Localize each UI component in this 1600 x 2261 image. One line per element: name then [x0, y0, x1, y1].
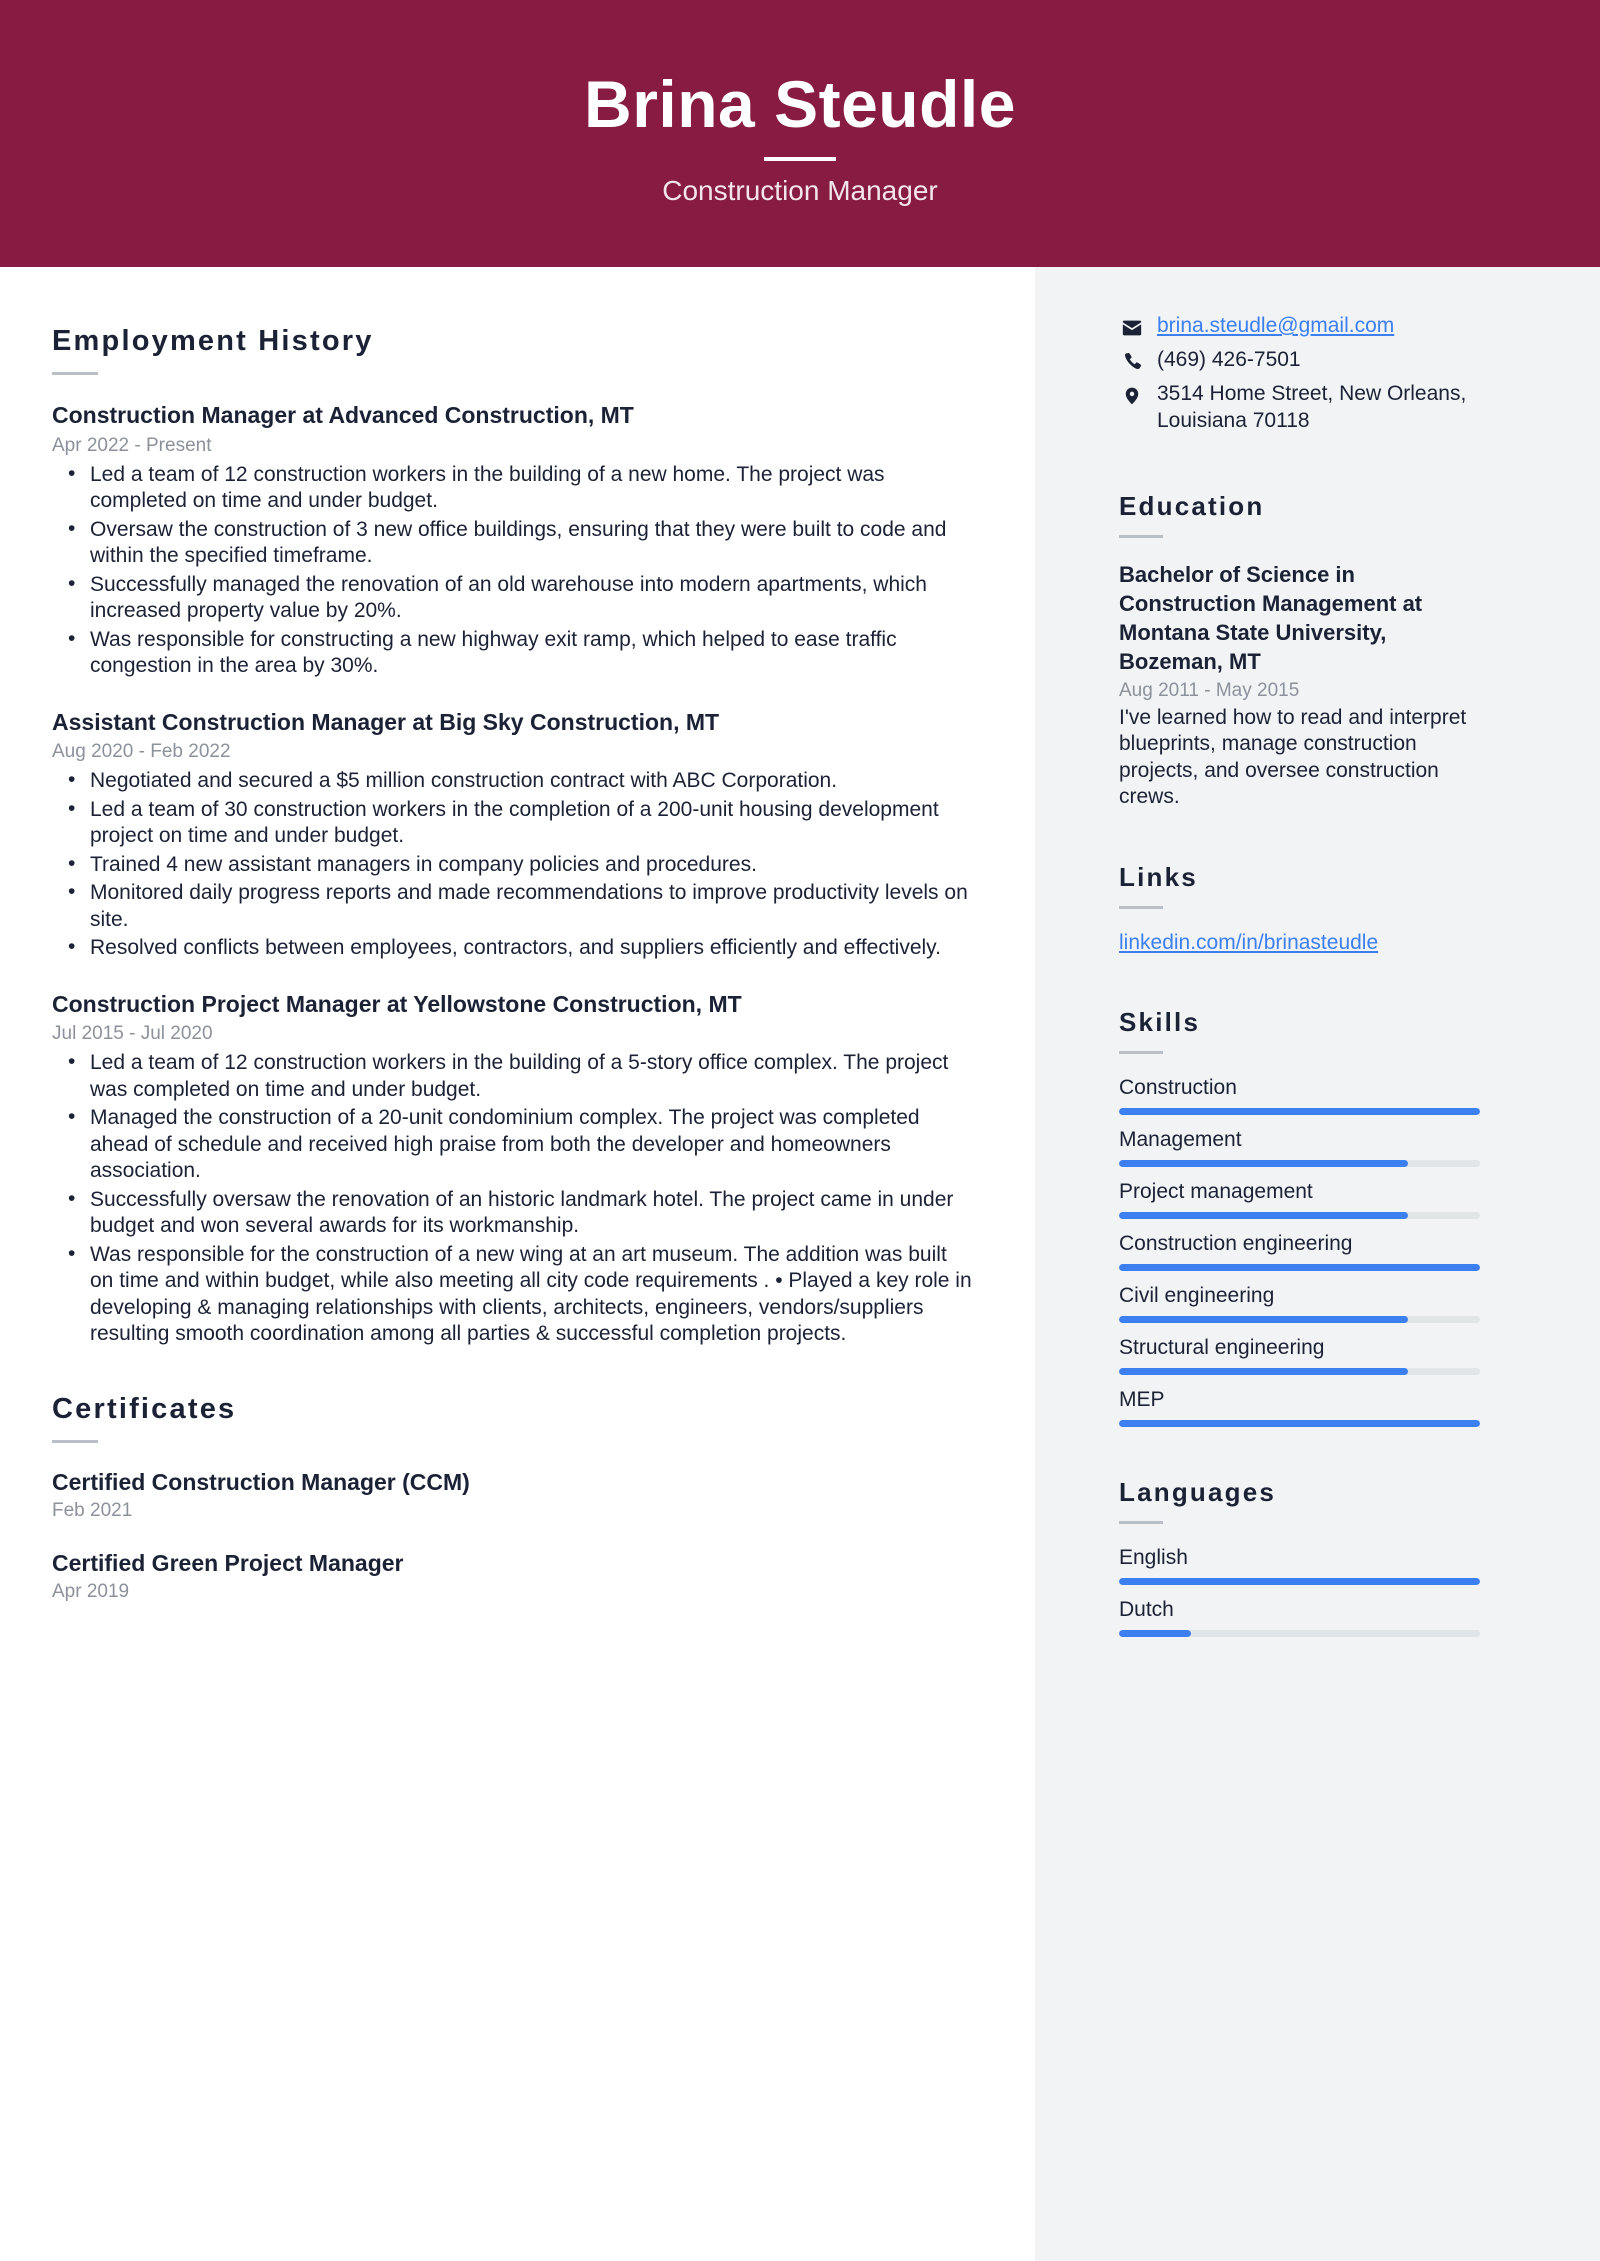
skills-list — [1119, 1076, 1480, 1427]
skill-label: Structural engineering — [1119, 1336, 1325, 1360]
employment-bullet: • Negotiated and secured a $5 million construction contract with ABC Corporation. — [52, 768, 973, 794]
header-divider — [764, 157, 836, 161]
phone-icon — [1119, 347, 1145, 372]
skill-label: Management — [1119, 1128, 1242, 1152]
candidate-job-title: Construction Manager — [662, 174, 938, 206]
skill-bar-entry — [1119, 1336, 1480, 1375]
language-bar-entry — [1119, 1598, 1480, 1637]
language-label: English — [1119, 1546, 1188, 1570]
certificate-entry — [52, 1469, 973, 1522]
skill-bar-track — [1119, 1264, 1480, 1271]
employment-bullet: • Led a team of 30 construction workers in the completion of a 200-unit housing development project on time and under budget. — [52, 797, 973, 850]
envelope-icon — [1119, 313, 1145, 339]
languages-heading: Languages — [1119, 1477, 1277, 1508]
language-bar-fill — [1119, 1630, 1191, 1637]
employment-bullet: • Successfully oversaw the renovation of an historic landmark hotel. The project came in under budget and won several awards for its workmanship. — [52, 1187, 973, 1240]
employment-bullet-list — [52, 768, 973, 961]
certificate-name: Certified Green Project Manager — [52, 1550, 404, 1577]
education-section — [1119, 491, 1480, 811]
skill-bar-track — [1119, 1160, 1480, 1167]
employment-entry — [52, 401, 973, 680]
main-column — [0, 267, 1035, 2261]
employment-bullet-list — [52, 462, 973, 680]
section-divider — [1119, 1051, 1163, 1054]
contact-phone: (469) 426-7501 — [1157, 347, 1301, 371]
skill-label: Construction engineering — [1119, 1232, 1353, 1256]
skill-bar-track — [1119, 1212, 1480, 1219]
section-divider — [1119, 535, 1163, 538]
employment-history-heading: Employment History — [52, 325, 374, 357]
employment-date: Jul 2015 - Jul 2020 — [52, 1023, 213, 1045]
links-list — [1119, 931, 1480, 955]
employment-bullet: • Trained 4 new assistant managers in company policies and procedures. — [52, 852, 973, 878]
employment-title: Construction Manager at Advanced Construction, MT — [52, 402, 634, 428]
language-bar-track — [1119, 1630, 1480, 1637]
skill-bar-fill — [1119, 1108, 1480, 1115]
location-pin-icon — [1119, 381, 1145, 407]
skill-label: Civil engineering — [1119, 1284, 1275, 1308]
skill-label: MEP — [1119, 1388, 1165, 1412]
languages-section — [1119, 1477, 1480, 1637]
employment-bullet: • Successfully managed the renovation of an old warehouse into modern apartments, which increased property value by 20%. — [52, 572, 973, 625]
resume-body — [0, 267, 1600, 2261]
employment-title: Construction Project Manager at Yellowstone Construction, MT — [52, 990, 742, 1017]
contact-email-row[interactable] — [1119, 313, 1480, 340]
certificate-entry — [52, 1550, 973, 1603]
contact-info — [1119, 313, 1480, 435]
certificates-list — [52, 1469, 973, 1603]
employment-date: Apr 2022 - Present — [52, 434, 212, 456]
contact-email[interactable]: brina.steudle@gmail.com — [1157, 314, 1395, 337]
language-bar-track — [1119, 1578, 1480, 1585]
employment-entry — [52, 990, 973, 1348]
language-bar-entry — [1119, 1546, 1480, 1585]
skill-bar-fill — [1119, 1368, 1408, 1375]
section-divider — [1119, 1521, 1163, 1524]
sidebar-link[interactable]: linkedin.com/in/brinasteudle — [1119, 931, 1379, 955]
employment-bullet: • Was responsible for constructing a new highway exit ramp, which helped to ease traffic congestion in the area by 30%. — [52, 627, 973, 680]
education-heading: Education — [1119, 490, 1265, 521]
employment-bullet: • Managed the construction of a 20-unit condominium complex. The project was completed ahead of schedule and received high praise from both the developer and homeowners association. — [52, 1105, 973, 1184]
certificates-heading: Certificates — [52, 1393, 237, 1426]
section-divider — [52, 372, 98, 375]
employment-bullet: • Oversaw the construction of 3 new office buildings, ensuring that they were built to code and within the specified timeframe. — [52, 517, 973, 570]
links-heading: Links — [1119, 862, 1198, 893]
section-divider — [1119, 906, 1163, 909]
skill-bar-track — [1119, 1316, 1480, 1323]
employment-bullet: • Monitored daily progress reports and made recommendations to improve productivity levels on site. — [52, 880, 973, 933]
skill-bar-entry — [1119, 1284, 1480, 1323]
skill-bar-entry — [1119, 1388, 1480, 1427]
education-description: I've learned how to read and interpret blueprints, manage construction projects, and oversee construction crews. — [1119, 705, 1467, 808]
certificate-date: Feb 2021 — [52, 1500, 133, 1522]
skill-bar-entry — [1119, 1232, 1480, 1271]
employment-bullet: • Resolved conflicts between employees, contractors, and suppliers efficiently and effectively. — [52, 935, 973, 961]
skill-label: Construction — [1119, 1076, 1237, 1100]
skill-bar-entry — [1119, 1128, 1480, 1167]
links-section — [1119, 862, 1480, 955]
skill-bar-entry — [1119, 1180, 1480, 1219]
certificates-section — [52, 1393, 973, 1603]
sidebar-column — [1035, 267, 1600, 2261]
employment-bullet: • Was responsible for the construction of a new wing at an art museum. The addition was built on time and within budget, while also meeting all city code requirements . • Played a key role in developing & managing relationships with clients, architects, engineers, vendors/suppliers resulting smooth coordination among all parties & successful completion projects. — [52, 1242, 973, 1348]
employment-date: Aug 2020 - Feb 2022 — [52, 741, 231, 763]
language-bar-fill — [1119, 1578, 1480, 1585]
certificate-date: Apr 2019 — [52, 1581, 130, 1603]
skill-label: Project management — [1119, 1180, 1313, 1204]
employment-history-list — [52, 401, 973, 1347]
resume-header — [0, 0, 1600, 267]
skill-bar-fill — [1119, 1316, 1408, 1323]
skill-bar-fill — [1119, 1160, 1408, 1167]
employment-bullet: • Led a team of 12 construction workers in the building of a new home. The project was completed on time and under budget. — [52, 462, 973, 515]
education-degree: Bachelor of Science in Construction Management at Montana State University, Bozeman, MT — [1119, 561, 1423, 674]
languages-list — [1119, 1546, 1480, 1637]
employment-bullet-list — [52, 1050, 973, 1347]
skill-bar-track — [1119, 1420, 1480, 1427]
certificate-name: Certified Construction Manager (CCM) — [52, 1469, 470, 1496]
employment-entry — [52, 708, 973, 962]
employment-title: Assistant Construction Manager at Big Sky Construction, MT — [52, 708, 720, 735]
skill-bar-track — [1119, 1108, 1480, 1115]
skill-bar-fill — [1119, 1420, 1480, 1427]
employment-bullet: • Led a team of 12 construction workers in the building of a 5-story office complex. The project was completed on time and under budget. — [52, 1050, 973, 1103]
contact-address-row — [1119, 381, 1480, 435]
skills-section — [1119, 1007, 1480, 1427]
candidate-name: Brina Steudle — [584, 67, 1016, 142]
skill-bar-fill — [1119, 1264, 1480, 1271]
contact-address: 3514 Home Street, New Orleans, Louisiana 70118 — [1157, 381, 1467, 432]
language-label: Dutch — [1119, 1598, 1174, 1622]
skills-heading: Skills — [1119, 1007, 1201, 1038]
section-divider — [52, 1440, 98, 1443]
education-date: Aug 2011 - May 2015 — [1119, 679, 1300, 701]
skill-bar-fill — [1119, 1212, 1408, 1219]
contact-phone-row — [1119, 347, 1480, 374]
skill-bar-entry — [1119, 1076, 1480, 1115]
skill-bar-track — [1119, 1368, 1480, 1375]
